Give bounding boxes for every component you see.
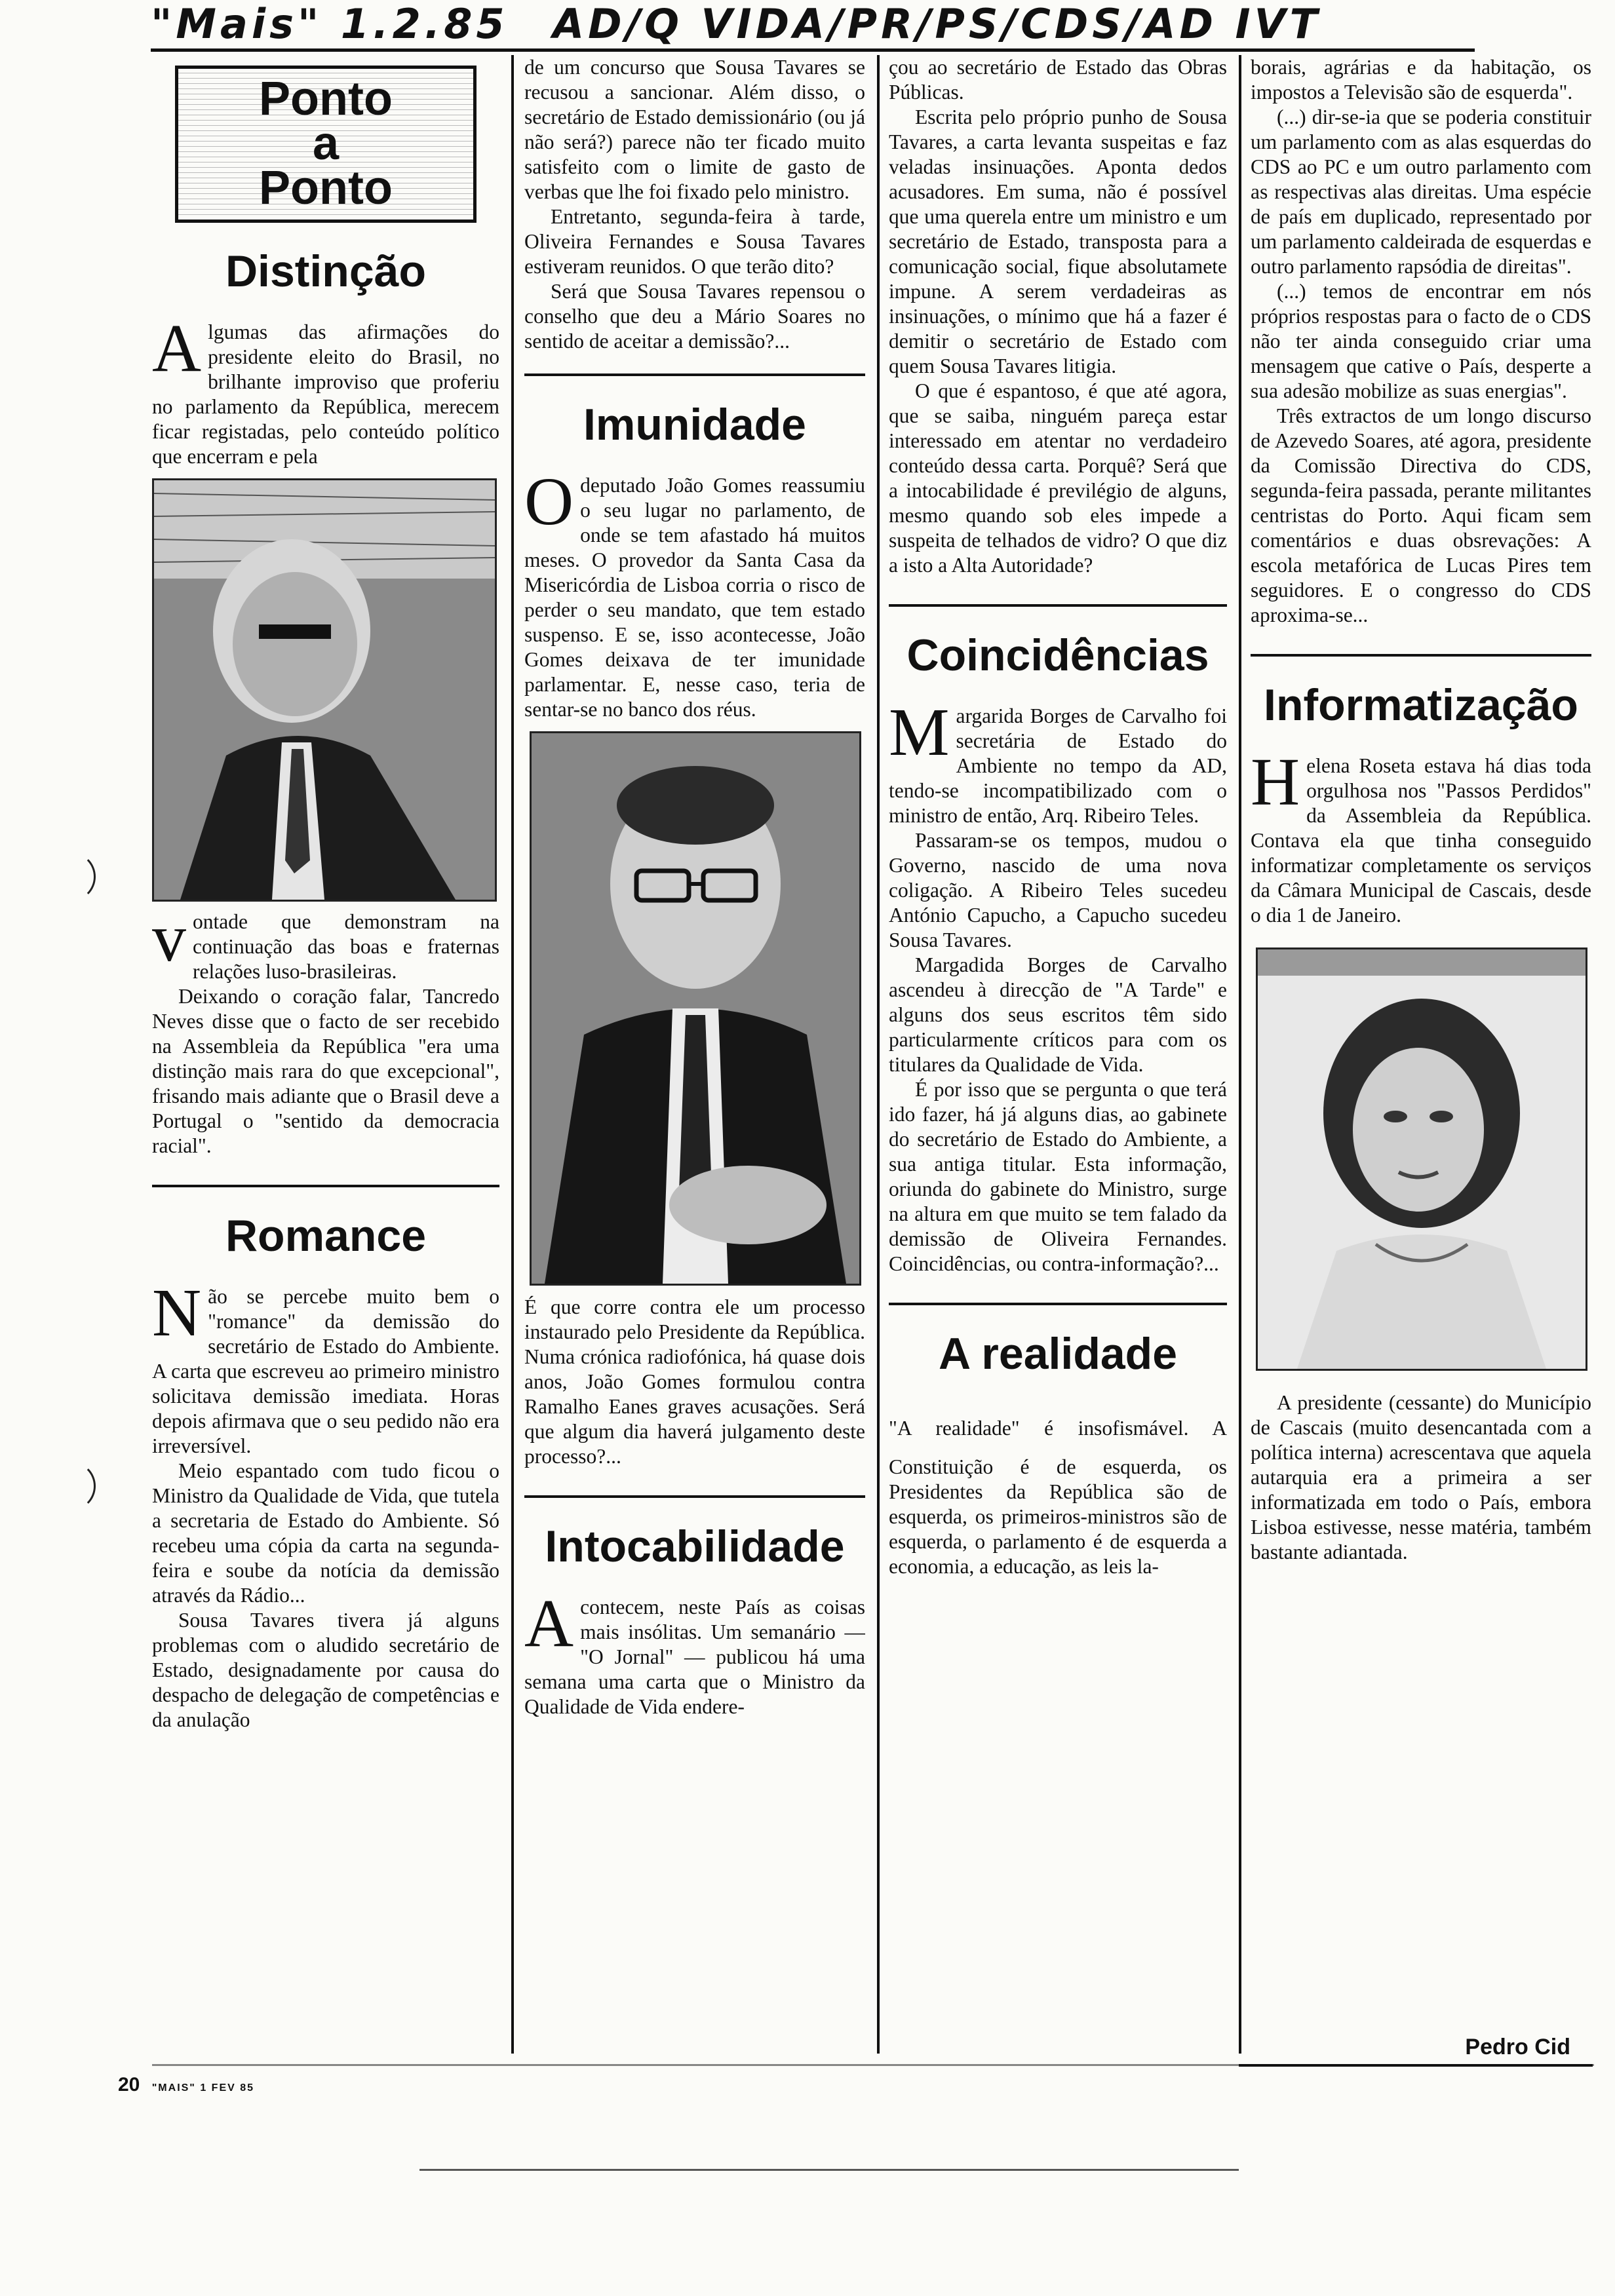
publication-name: "MAIS" 1 FEV 85 <box>151 2082 255 2094</box>
section-headline: Romance <box>225 1211 427 1261</box>
section-headline: Intocabilidade <box>545 1521 845 1571</box>
article-paragraph: Passaram-se os tempos, mudou o Governo, nascido de uma nova coligação. A Ribeiro Teles sucedeu António Capucho, a Capucho sucedeu Sousa Tavares. <box>889 829 1227 951</box>
article-paragraph: Deixando o coração falar, Tancredo Neves disse que o facto de ser recebido na Assembleia da República "era uma distinção mais rara do que excepcional", frisando mais adiante que o Brasil deve a Portugal o "sentido da democracia racial". <box>152 985 499 1157</box>
article-paragraph: vontade que demonstram na continuação das boas e fraternas relações luso-brasileiras. <box>152 900 499 983</box>
article-paragraph: "A realidade" é insofismável. A Constituição é de esquerda, os Presidentes da República são de esquerda, os primeiros-ministros são de esquerda, o parlamento é de esquerda a economia, a educação, as leis la- <box>889 1417 1227 1578</box>
column-1 <box>152 55 499 2060</box>
column-divider <box>877 55 880 2054</box>
article-paragraph: Será que Sousa Tavares repensou o conselho que deu a Mário Soares no sentido de aceitar a demissão?... <box>524 280 865 353</box>
handwritten-note: "Mais" 1.2.85 <box>151 0 509 48</box>
section-rule <box>524 1495 865 1498</box>
article-paragraph: çou ao secretário de Estado das Obras Públicas. <box>889 56 1227 104</box>
article-paragraph: O que é espantoso, é que até agora, que se saiba, ninguém pareça estar interessado em atentar no verdadeiro conteúdo dessa carta. Porquê? Será que a intocabilidade é previlégio de alguns, mesmo quando sob eles impede a suspeita de telhados de vidro? O que diz a isto a Alta Autoridade? <box>889 379 1227 577</box>
section-headline: Imunidade <box>583 400 807 450</box>
footer-rule <box>152 2064 1594 2066</box>
photo-caption: A presidente (cessante) do Município de Cascais (muito desencantada com a política interna) acrescentava que aquela autarquia era a primeira a ser informatizada em todo o País, embora Lisboa estivesse, nesse matéria, também bastante adiantada. <box>1251 1391 1591 1563</box>
article-paragraph: (...) temos de encontrar em nós próprios respostas para o facto de o CDS não ter ainda conseguido criar uma mensagem que cative o País, desperte a sua adesão mobilize as suas energias". <box>1251 280 1591 402</box>
article-paragraph: Não se percebe muito bem o "romance" da demissão do secretário de Estado do Ambiente. A carta que escreveu ao primeiro ministro solicitava demissão imediata. Horas depois afirmava que o seu pedido não era irreversível. <box>152 1275 499 1457</box>
handwritten-header <box>151 0 1321 48</box>
article-paragraph: É que corre contra ele um processo instaurado pelo Presidente da República. Numa crónica radiofónica, há quase dois anos, João Gomes formulou contra Ramalho Eanes graves acusações. Será que algum dia haverá julgamento deste processo?... <box>524 1295 865 1468</box>
column-4 <box>1251 55 1591 2060</box>
handwritten-tags: AD/Q VIDA/PR/PS/CDS/AD IVT <box>553 0 1321 48</box>
section-rule <box>1251 654 1591 657</box>
article-paragraph: de um concurso que Sousa Tavares se recusou a sancionar. Além disso, o secretário de Estado demissionário (ou já não será?) parece não ter ficado muito satisfeito com o limite de gasto de verbas que lhe foi fixado pelo ministro. <box>524 56 865 203</box>
section-headline: A realidade <box>938 1329 1178 1379</box>
column-divider <box>1239 55 1241 2054</box>
section-rule <box>524 373 865 376</box>
photo-helena-roseta <box>1256 947 1587 1371</box>
logo-line-3: Ponto <box>259 162 393 214</box>
article-paragraph: Algumas das afirmações do presidente eleito do Brasil, no brilhante improviso que proferiu no parlamento da República, merecem ficar registadas, pelo conteúdo político que encerram e pela <box>152 311 499 468</box>
page-footer <box>118 2074 254 2096</box>
page-number: 20 <box>118 2074 140 2095</box>
punch-hole <box>46 852 96 902</box>
byline: Pedro Cid <box>1465 2035 1570 2059</box>
article-paragraph: Acontecem, neste País as coisas mais insólitas. Um semanário — "O Jornal" — publicou há uma semana uma carta que o Ministro da Qualidade de Vida endere- <box>524 1586 865 1718</box>
scan-line <box>419 2169 1239 2171</box>
article-paragraph: Odeputado João Gomes reassumiu o seu lugar no parlamento, de onde se tem afastado há muitos meses. O provedor da Santa Casa da Misericórdia de Lisboa corria o risco de perder o seu mandato, que tem estado suspenso. E se, isso acontecesse, João Gomes deixava de ter imunidade parlamentar. E, nesse caso, teria de sentar-se no banco dos réus. <box>524 464 865 721</box>
photo-joao-gomes <box>530 731 861 1286</box>
article-paragraph: borais, agrárias e da habitação, os impostos a Televisão são de esquerda". <box>1251 56 1591 104</box>
article-paragraph: (...) dir-se-ia que se poderia constituir um parlamento com as alas esquerdas do CDS ao PC e um outro parlamento com as respectivas alas direitas. Uma espécie de país em duplicado, representado por um parlamento caldeirada de esquerdas e outro parlamento rapsódia de direitas". <box>1251 105 1591 278</box>
logo-line-2: a <box>312 117 340 170</box>
article-paragraph: Margarida Borges de Carvalho foi secretária de Estado do Ambiente no tempo da AD, tendo-se incompatibilizado com o ministro de então, Arq. Ribeiro Teles. <box>889 695 1227 827</box>
logo-line-1: Ponto <box>259 73 393 125</box>
header-rule <box>151 48 1475 52</box>
article-paragraph: Entretanto, segunda-feira à tarde, Oliveira Fernandes e Sousa Tavares estiveram reunidos. O que terão dito? <box>524 205 865 278</box>
section-headline: Informatização <box>1264 680 1578 730</box>
section-rule <box>152 1185 499 1187</box>
article-paragraph: Três extractos de um longo discurso de Azevedo Soares, até agora, presidente da Comissão Directiva do CDS, segunda-feira passada, perante militantes centristas do Porto. Aqui ficam sem comentários e duas obsrevações: A escola metafórica de Lucas Pires tem seguidores. E o congresso do CDS aproxima-se... <box>1251 404 1591 626</box>
ponto-a-ponto-logo <box>175 66 477 223</box>
section-rule <box>889 604 1227 607</box>
article-paragraph: Helena Roseta estava há dias toda orgulhosa nos "Passos Perdidos" da Assembleia da República. Contava ela que tinha conseguido informatizar completamente os serviços da Câmara Municipal de Cascais, desde o dia 1 de Janeiro. <box>1251 744 1591 927</box>
article-paragraph: Margadida Borges de Carvalho ascendeu à direcção de "A Tarde" e alguns dos seus escritos têm sido particularmente críticos para com os titulares da Qualidade de Vida. <box>889 953 1227 1076</box>
column-3 <box>889 55 1227 2060</box>
article-paragraph: É por isso que se pergunta o que terá ido fazer, há já alguns dias, ao gabinete do secretário de Estado do Ambiente, a sua antiga titular. Esta informação, oriunda do gabinete do Ministro, surge na altura em que muito se tem falado da demissão de Oliveira Fernandes. Coincidências, ou contra-informação?... <box>889 1078 1227 1275</box>
column-divider <box>511 55 514 2054</box>
punch-hole <box>46 1461 96 1511</box>
section-headline: Distinção <box>225 246 427 296</box>
column-2 <box>524 55 865 2060</box>
section-headline: Coincidências <box>906 630 1209 680</box>
article-paragraph: Meio espantado com tudo ficou o Ministro da Qualidade de Vida, que tutela a secretaria de Estado do Ambiente. Só recebeu uma cópia da carta na segunda-feira e soube da notícia da demissão através da Rádio... <box>152 1459 499 1607</box>
article-paragraph: Escrita pelo próprio punho de Sousa Tavares, a carta levanta suspeitas e faz veladas insinuações. Aponta dedos acusadores. Em suma, não é possível que uma querela entre um ministro e um secretário de Estado, transposta para a comunicação social, fique absolutamete impune. A serem verdadeiras as insinuações, o mínimo que há a fazer é demitir o secretário de Estado com quem Sousa Tavares litigia. <box>889 105 1227 377</box>
article-paragraph: Sousa Tavares tivera já alguns problemas com o aludido secretário de Estado, designadamente por causa do despacho de delegação de competências e da anulação <box>152 1609 499 1731</box>
section-rule <box>889 1303 1227 1305</box>
photo-tancredo-neves <box>152 478 497 902</box>
